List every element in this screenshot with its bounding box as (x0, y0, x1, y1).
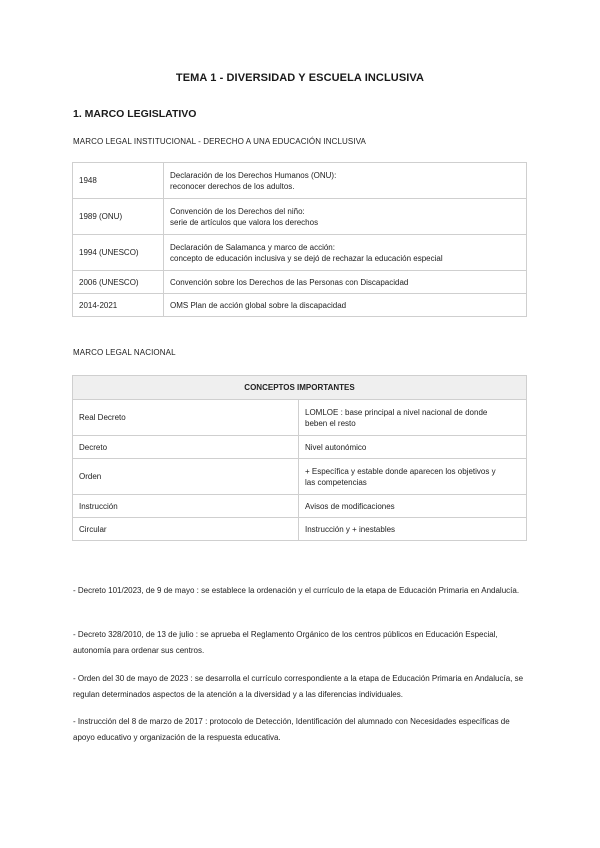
table-row (73, 518, 527, 541)
institutional-framework-table (72, 162, 527, 317)
description-line: Declaración de los Derechos Humanos (ONU): (170, 170, 337, 180)
table-row (73, 235, 527, 271)
description-cell: Convención sobre los Derechos de las Personas con Discapacidad (164, 271, 527, 294)
description-cell (164, 163, 527, 199)
definition-cell: Avisos de modificaciones (299, 495, 527, 518)
subheading-national: MARCO LEGAL NACIONAL (73, 348, 176, 357)
description-line: reconocer derechos de los adultos. (170, 181, 295, 191)
description-line: Convención de los Derechos del niño: (170, 206, 305, 216)
table-row (73, 199, 527, 235)
definition-cell (299, 459, 527, 495)
section-heading: 1. MARCO LEGISLATIVO (73, 108, 197, 120)
paragraph-decreto-328: - Decreto 328/2010, de 13 de julio : se aprueba el Reglamento Orgánico de los centros públicos en Educación Especial, autonomía para ordenar sus centros. (73, 630, 498, 655)
definition-line: + Específica y estable donde aparecen los objetivos y (305, 466, 496, 476)
term-cell: Orden (73, 459, 299, 495)
table-row (73, 163, 527, 199)
year-cell: 2014-2021 (73, 294, 164, 317)
year-cell: 1948 (73, 163, 164, 199)
table-row (73, 436, 527, 459)
document-title: TEMA 1 - DIVERSIDAD Y ESCUELA INCLUSIVA (175, 72, 425, 84)
definition-cell (299, 400, 527, 436)
paragraph-orden-2023: - Orden del 30 de mayo de 2023 : se desarrolla el currículo correspondiente a la etapa de Educación Primaria en Andalucía, se regulan determinados aspectos de la atención a la diversidad y a las diferencias individuales. (73, 674, 524, 699)
year-cell: 1989 (ONU) (73, 199, 164, 235)
term-cell: Instrucción (73, 495, 299, 518)
subheading-institutional: MARCO LEGAL INSTITUCIONAL - DERECHO A UNA EDUCACIÓN INCLUSIVA (73, 137, 366, 146)
table-header: CONCEPTOS IMPORTANTES (73, 376, 527, 400)
definition-line: LOMLOE : base principal a nivel nacional de donde (305, 407, 488, 417)
description-cell (164, 235, 527, 271)
table-row (73, 271, 527, 294)
paragraph-instruccion-2017: - Instrucción del 8 de marzo de 2017 : protocolo de Detección, Identificación del alumnado con Necesidades específicas de apoyo educativo y organización de la respuesta educativa. (73, 717, 510, 742)
term-cell: Decreto (73, 436, 299, 459)
definition-cell: Nivel autonómico (299, 436, 527, 459)
description-line: serie de artículos que valora los derechos (170, 217, 319, 227)
definition-line: las competencias (305, 477, 367, 487)
year-cell: 2006 (UNESCO) (73, 271, 164, 294)
description-cell: OMS Plan de acción global sobre la discapacidad (164, 294, 527, 317)
definition-line: beben el resto (305, 418, 356, 428)
description-cell (164, 199, 527, 235)
table-row (73, 400, 527, 436)
year-cell: 1994 (UNESCO) (73, 235, 164, 271)
description-line: Declaración de Salamanca y marco de acción: (170, 242, 335, 252)
table-row (73, 294, 527, 317)
paragraph-decreto-101: - Decreto 101/2023, de 9 de mayo : se establece la ordenación y el currículo de la etapa de Educación Primaria en Andalucía. (73, 586, 520, 595)
term-cell: Circular (73, 518, 299, 541)
concepts-table (72, 375, 527, 541)
table-row (73, 459, 527, 495)
description-line: concepto de educación inclusiva y se dejó de rechazar la educación especial (170, 253, 443, 263)
definition-cell: Instrucción y + inestables (299, 518, 527, 541)
table-row (73, 495, 527, 518)
table-header-row (73, 376, 527, 400)
term-cell: Real Decreto (73, 400, 299, 436)
